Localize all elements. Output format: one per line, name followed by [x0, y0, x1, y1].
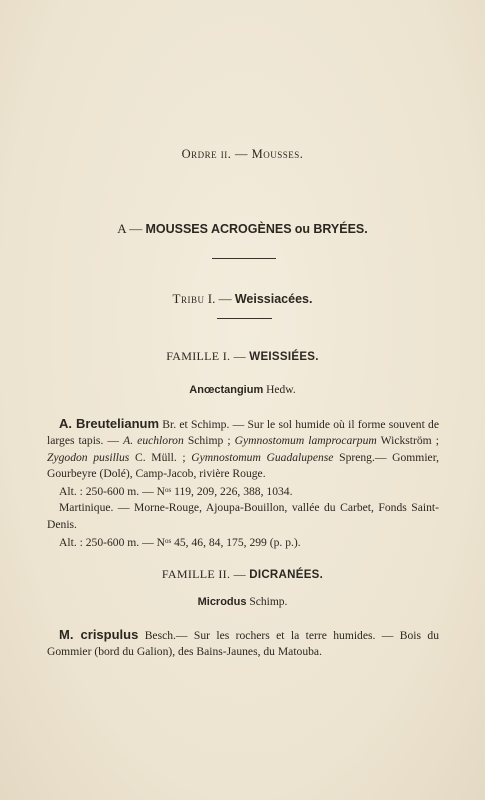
alt2-sup: os — [164, 537, 172, 546]
species2-name: M. crispulus — [59, 627, 139, 642]
species2-text1: Besch.— Sur les rochers et la terre humides. — Bois du Gommier (bord du Galion), des Bains-Jaunes, du Matouba. — [47, 629, 439, 659]
family2-label: FAMILLE — [161, 567, 216, 581]
family1-sep: — — [233, 349, 246, 363]
family1-numeral: I. — [222, 349, 231, 363]
genus1-heading — [0, 384, 485, 396]
alt2-prefix: Alt. : 250-600 m. — N — [59, 536, 165, 550]
species1-text3: Wickström ; — [376, 434, 439, 448]
species1-block — [47, 416, 439, 551]
alt1-sup: os — [164, 486, 172, 495]
tribe-heading — [0, 291, 485, 307]
section-rule — [212, 258, 276, 259]
species1-martinique: Martinique. — Morne-Rouge, Ajoupa-Bouillon, vallée du Carbet, Fonds Saint-Denis. — [47, 501, 439, 531]
species2-block — [47, 627, 439, 661]
tribe-label: Tribu — [172, 291, 205, 306]
section-title: MOUSSES ACROGÈNES — [145, 222, 292, 236]
family2-numeral: II. — [218, 567, 231, 581]
species1-text2: Schimp ; — [183, 434, 235, 448]
genus1-name: Anœctangium — [189, 384, 264, 396]
section-letter: A — [117, 221, 126, 236]
tribe-name: Weissiacées. — [234, 292, 313, 306]
genus2-name: Microdus — [197, 596, 247, 608]
family2-name: DICRANÉES. — [249, 569, 324, 581]
order-name: Mousses. — [251, 147, 304, 161]
family1-heading — [0, 349, 485, 364]
section-heading — [0, 221, 485, 237]
section-sep: — — [129, 221, 143, 236]
tribe-rule — [217, 318, 272, 319]
species1-syn1: A. euchloron — [123, 434, 184, 448]
species1-syn2: Gymnostomum lamprocarpum — [234, 434, 377, 448]
alt2-numbers: 45, 46, 84, 175, 299 (p. p.). — [171, 536, 301, 550]
family1-name: WEISSIÉES. — [249, 351, 319, 363]
species1-text4: C. Müll. ; — [129, 450, 192, 464]
section-conj: ou — [294, 222, 311, 236]
order-numeral: ii. — [220, 147, 232, 161]
family1-label: FAMILLE — [166, 349, 220, 363]
genus2-heading — [0, 596, 485, 608]
species1-name: A. Breutelianum — [59, 416, 160, 431]
genus2-author: Schimp. — [249, 596, 288, 608]
family2-sep: — — [233, 567, 246, 581]
tribe-numeral: I. — [207, 291, 216, 306]
section-title2: BRYÉES. — [313, 222, 368, 236]
order-label: Ordre — [181, 147, 218, 161]
family2-heading — [0, 567, 485, 582]
alt1-prefix: Alt. : 250-600 m. — N — [59, 485, 165, 499]
order-sep: — — [235, 147, 248, 161]
species1-paragraph — [47, 416, 439, 482]
alt1-numbers: 119, 209, 226, 388, 1034. — [171, 485, 293, 499]
species1-syn4: Gymnostomum Guadalupense — [191, 450, 334, 464]
species1-altitude1 — [47, 482, 439, 500]
order-heading — [0, 147, 485, 162]
species1-text1: Br. et Schimp. — Sur le sol humide où il forme souvent de larges tapis. — — [47, 418, 439, 448]
species1-syn3: Zygodon pusillus — [47, 450, 130, 464]
species2-paragraph — [47, 627, 439, 661]
species1-text5: Spreng.— Gommier, Gourbeyre (Dolé), Camp-Jacob, rivière Rouge. — [47, 450, 439, 480]
genus1-author: Hedw. — [266, 384, 296, 396]
species1-altitude2 — [47, 533, 439, 551]
tribe-sep: — — [218, 291, 232, 306]
